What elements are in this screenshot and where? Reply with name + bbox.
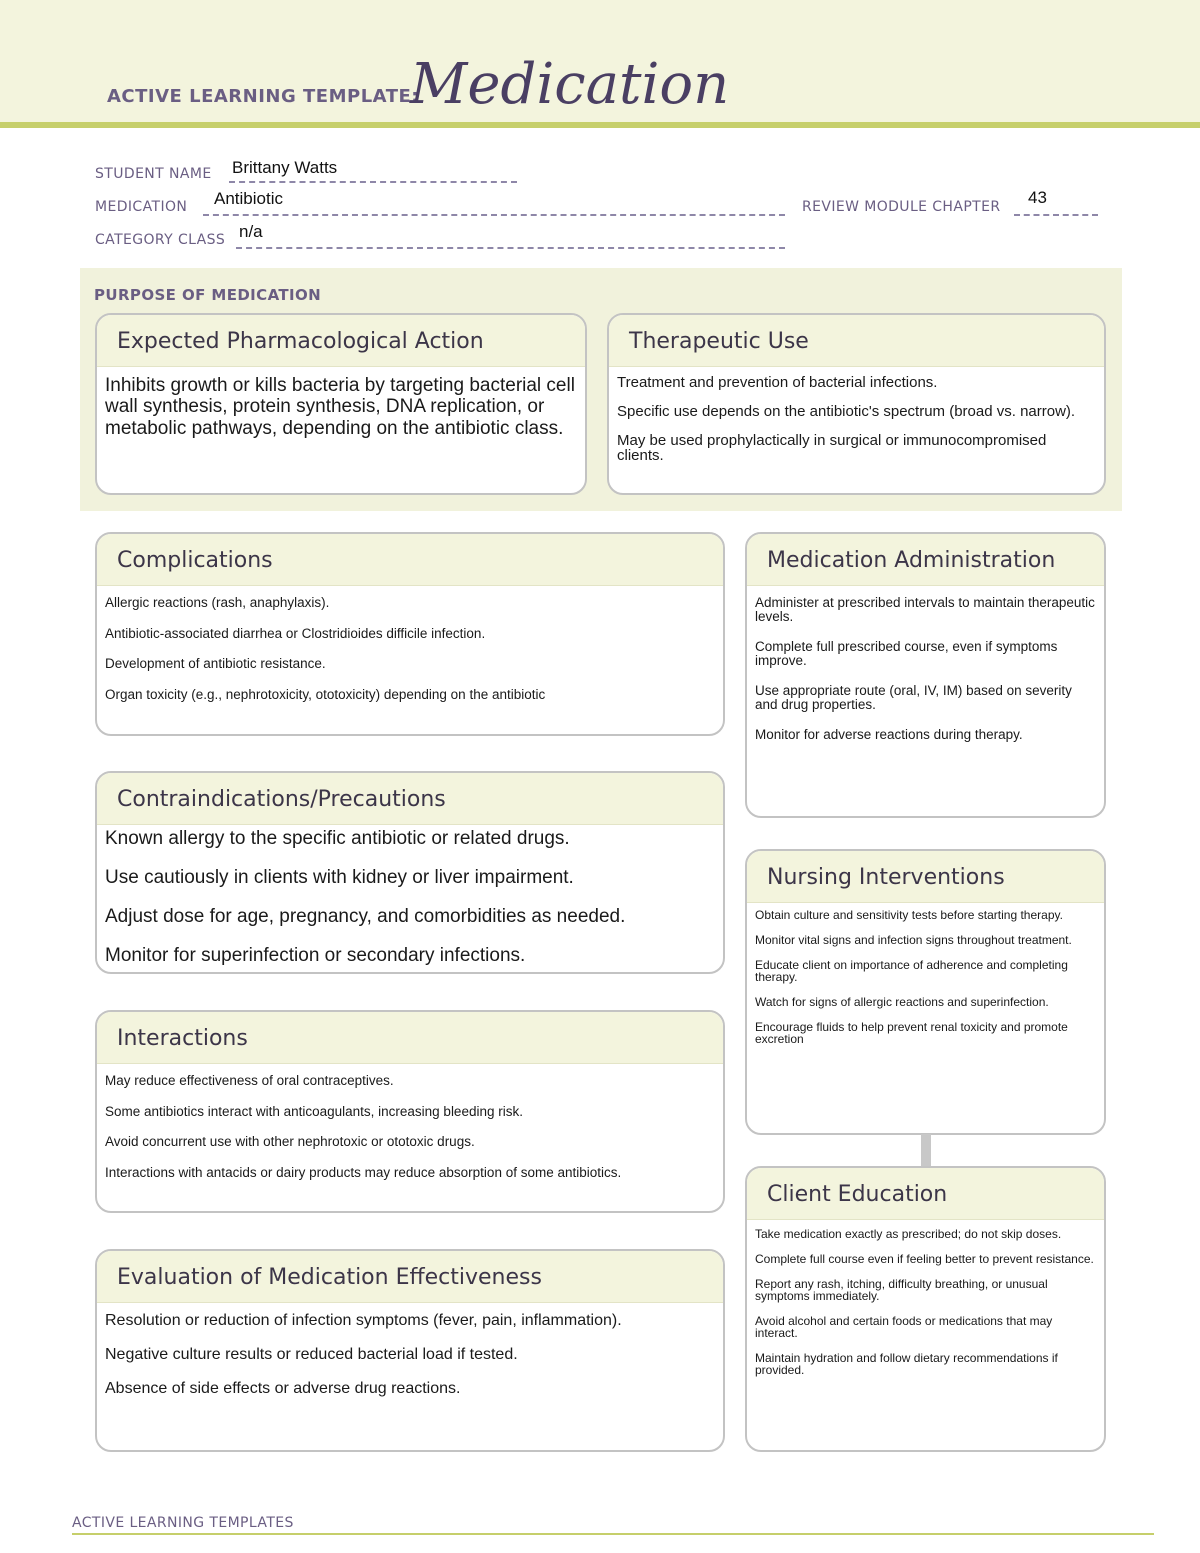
- list-item[interactable]: Known allergy to the specific antibiotic or related drugs.: [105, 828, 570, 849]
- client-education-heading: Client Education: [747, 1168, 1104, 1220]
- list-item[interactable]: May be used prophylactically in surgical or immunocompromised clients.: [617, 432, 1047, 464]
- contraindications-box: [95, 771, 725, 974]
- nursing-interventions-heading: Nursing Interventions: [747, 851, 1104, 903]
- medication-field[interactable]: Antibiotic: [214, 189, 283, 208]
- list-item[interactable]: Report any rash, itching, difficulty breathing, or unusual symptoms immediately.: [755, 1277, 1048, 1303]
- list-item[interactable]: Monitor vital signs and infection signs throughout treatment.: [755, 933, 1072, 947]
- list-item[interactable]: Encourage fluids to help prevent renal toxicity and promote excretion: [755, 1020, 1068, 1046]
- list-item[interactable]: May reduce effectiveness of oral contraceptives.: [105, 1073, 394, 1088]
- student-name-label: STUDENT NAME: [95, 166, 212, 182]
- purpose-title: PURPOSE OF MEDICATION: [94, 286, 322, 304]
- list-item[interactable]: Complete full course even if feeling better to prevent resistance.: [755, 1252, 1094, 1266]
- administration-heading: Medication Administration: [747, 534, 1104, 586]
- evaluation-box: [95, 1249, 725, 1452]
- client-education-box: [745, 1166, 1106, 1452]
- complications-box: [95, 532, 725, 736]
- list-item[interactable]: Interactions with antacids or dairy products may reduce absorption of some antibiotics.: [105, 1164, 622, 1180]
- list-item[interactable]: Antibiotic-associated diarrhea or Clostridioides difficile infection.: [105, 625, 486, 641]
- review-module-label: REVIEW MODULE CHAPTER: [802, 199, 1001, 215]
- student-name-field[interactable]: Brittany Watts: [232, 158, 338, 177]
- expected-action-box: [95, 313, 587, 495]
- list-item[interactable]: Negative culture results or reduced bacterial load if tested.: [105, 1346, 518, 1363]
- list-item[interactable]: Development of antibiotic resistance.: [105, 656, 326, 671]
- therapeutic-use-heading: Therapeutic Use: [609, 315, 1104, 367]
- list-item[interactable]: Some antibiotics interact with anticoagulants, increasing bleeding risk.: [105, 1103, 523, 1119]
- contraindications-heading: Contraindications/Precautions: [97, 773, 723, 825]
- list-item[interactable]: Resolution or reduction of infection symptoms (fever, pain, inflammation).: [105, 1312, 622, 1329]
- template-label: ACTIVE LEARNING TEMPLATE:: [107, 86, 419, 107]
- expected-action-heading: Expected Pharmacological Action: [97, 315, 585, 367]
- list-item[interactable]: Organ toxicity (e.g., nephrotoxicity, ototoxicity) depending on the antibiotic: [105, 686, 546, 702]
- review-module-field[interactable]: 43: [1028, 188, 1047, 207]
- interactions-box: [95, 1010, 725, 1213]
- footer-label: ACTIVE LEARNING TEMPLATES: [72, 1515, 294, 1531]
- list-item[interactable]: Watch for signs of allergic reactions and superinfection.: [755, 995, 1049, 1009]
- list-item[interactable]: Obtain culture and sensitivity tests before starting therapy.: [755, 908, 1063, 922]
- list-item[interactable]: Adjust dose for age, pregnancy, and comorbidities as needed.: [105, 906, 626, 927]
- list-item[interactable]: Specific use depends on the antibiotic's spectrum (broad vs. narrow).: [617, 403, 1076, 420]
- list-item[interactable]: Use cautiously in clients with kidney or liver impairment.: [105, 867, 574, 888]
- student-name-line: [229, 181, 517, 183]
- category-class-label: CATEGORY CLASS: [95, 232, 226, 248]
- list-item[interactable]: Administer at prescribed intervals to maintain therapeutic levels.: [755, 595, 1095, 624]
- list-item[interactable]: Allergic reactions (rash, anaphylaxis).: [105, 595, 330, 610]
- list-item[interactable]: Treatment and prevention of bacterial infections.: [617, 374, 938, 391]
- list-item[interactable]: Educate client on importance of adherence and completing therapy.: [755, 958, 1068, 984]
- list-item[interactable]: Monitor for adverse reactions during therapy.: [755, 727, 1023, 742]
- interactions-heading: Interactions: [97, 1012, 723, 1064]
- evaluation-heading: Evaluation of Medication Effectiveness: [97, 1251, 723, 1303]
- list-item[interactable]: Take medication exactly as prescribed; do not skip doses.: [755, 1227, 1062, 1241]
- nursing-interventions-box: [745, 849, 1106, 1135]
- expected-action-text[interactable]: Inhibits growth or kills bacteria by targeting bacterial cell wall synthesis, protein synthesis, DNA replication, or metabolic pathways, depending on the antibiotic class.: [105, 375, 575, 439]
- list-item[interactable]: Use appropriate route (oral, IV, IM) based on severity and drug properties.: [755, 683, 1072, 712]
- header-divider: [0, 122, 1200, 128]
- list-item[interactable]: Complete full prescribed course, even if symptoms improve.: [755, 639, 1058, 668]
- list-item[interactable]: Avoid alcohol and certain foods or medications that may interact.: [755, 1314, 1053, 1340]
- category-class-line: [236, 247, 785, 249]
- review-module-line: [1014, 214, 1098, 216]
- list-item[interactable]: Avoid concurrent use with other nephrotoxic or ototoxic drugs.: [105, 1134, 475, 1149]
- template-title: Medication: [410, 52, 730, 117]
- category-class-field[interactable]: n/a: [239, 222, 263, 241]
- medication-line: [203, 214, 785, 216]
- list-item[interactable]: Maintain hydration and follow dietary recommendations if provided.: [755, 1351, 1058, 1377]
- administration-box: [745, 532, 1106, 818]
- medication-label: MEDICATION: [95, 199, 188, 215]
- list-item[interactable]: Monitor for superinfection or secondary infections.: [105, 945, 526, 966]
- footer-divider: [72, 1533, 1154, 1535]
- complications-heading: Complications: [97, 534, 723, 586]
- therapeutic-use-box: [607, 313, 1106, 495]
- list-item[interactable]: Absence of side effects or adverse drug reactions.: [105, 1380, 461, 1397]
- box-connector: [921, 1134, 931, 1166]
